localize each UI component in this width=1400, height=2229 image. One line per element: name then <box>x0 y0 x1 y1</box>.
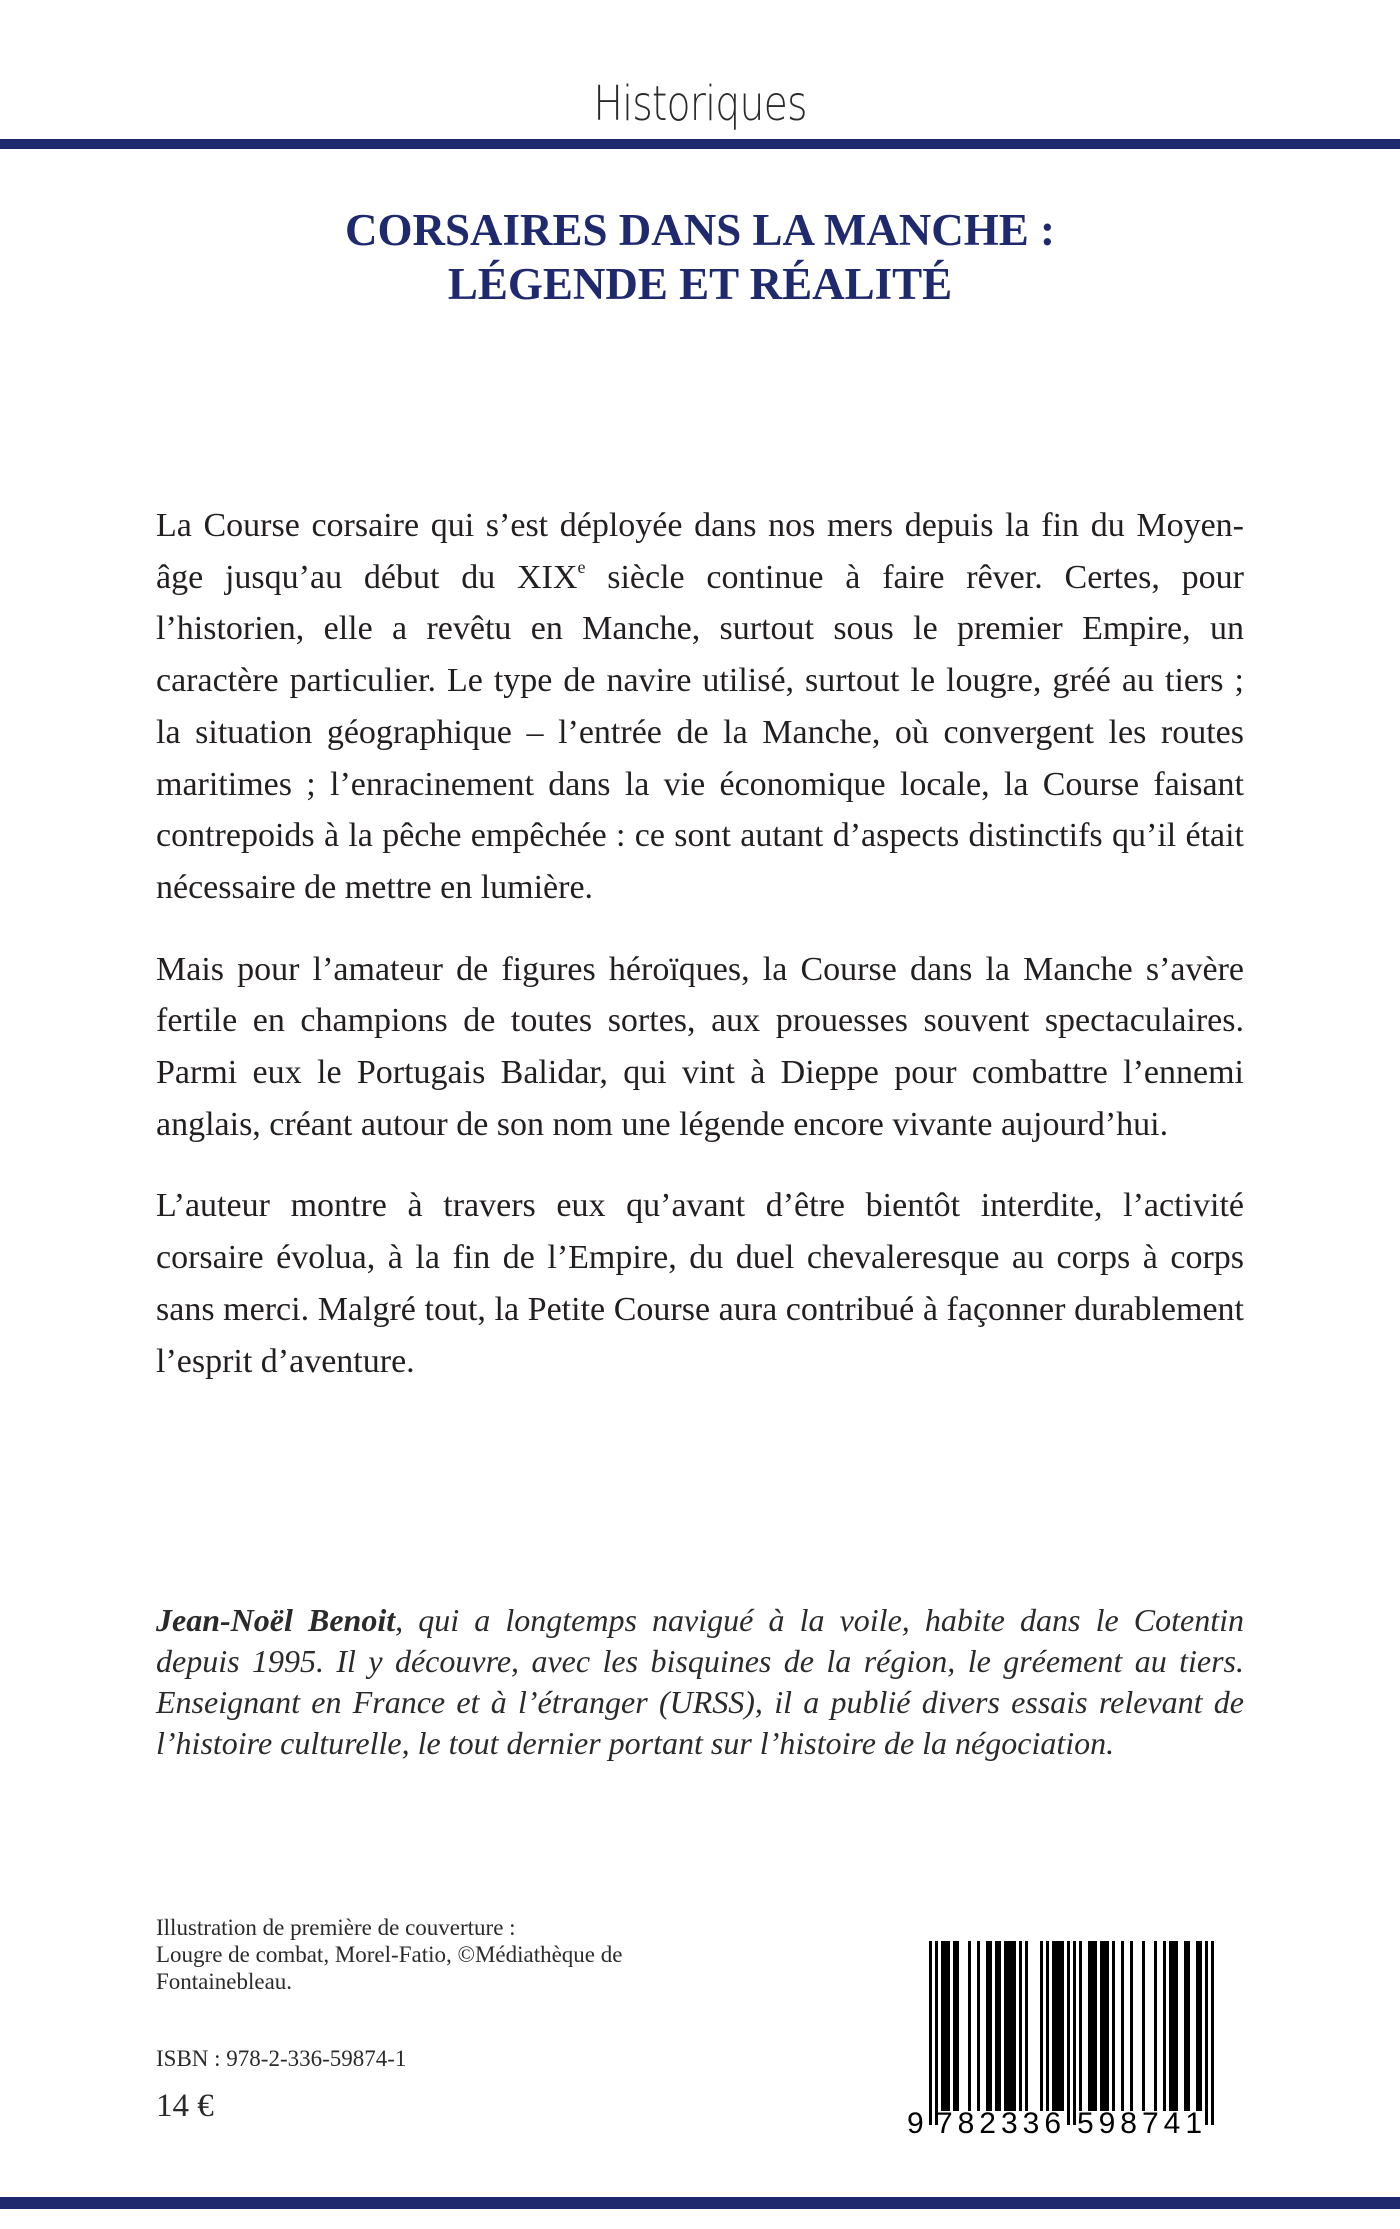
barcode-bar <box>1073 1941 1076 2125</box>
century-superscript: e <box>577 556 586 577</box>
barcode-bar <box>1046 1941 1049 2111</box>
price: 14 € <box>156 2088 214 2124</box>
barcode-bar <box>1079 1941 1082 2111</box>
credit-line-2: Lougre de combat, Morel-Fatio, ©Médiathèque de <box>156 1942 623 1967</box>
barcode-bar <box>1103 1941 1106 2111</box>
barcode-bar <box>1088 1941 1091 2111</box>
barcode-bar <box>1130 1941 1133 2111</box>
barcode-bar <box>995 1941 998 2111</box>
p1-before: La Course corsaire qui s’est déployée dans nos mers depuis la fin du Moyen-âge jusqu’au début du XIX <box>156 507 1244 596</box>
barcode-bar <box>1175 1941 1178 2111</box>
author-bio-text: , qui a longtemps navigué à la voile, habite dans le Cotentin depuis 1995. Il y découvre, avec les bisquines de la région, le gréement au tiers. Enseignant en France et à l’étranger (URSS), il a publié divers essais relevant de l’histoire culturelle, le tout dernier portant sur l’histoire de la négociation. <box>156 1602 1245 1761</box>
bottom-rule <box>0 2197 1400 2209</box>
barcode-bar <box>1205 1941 1208 2125</box>
barcode-bar <box>1055 1941 1058 2111</box>
barcode-bar <box>1172 1941 1175 2111</box>
barcode-bar <box>989 1941 992 2111</box>
title-line-2: LÉGENDE ET RÉALITÉ <box>447 259 953 309</box>
barcode-bar <box>986 1941 989 2111</box>
barcode-bar <box>1067 1941 1070 2125</box>
illustration-credit <box>156 1914 776 1995</box>
barcode-bar <box>1061 1941 1064 2111</box>
blurb-paragraph-1 <box>156 500 1244 914</box>
barcode-bar <box>1184 1941 1187 2111</box>
barcode-bar <box>1025 1941 1028 2111</box>
barcode-bar <box>1004 1941 1007 2111</box>
author-bio <box>156 1600 1244 1764</box>
p1-after: siècle continue à faire rêver. Certes, pour l’historien, elle a revêtu en Manche, surtout sous le premier Empire, un caractère particulier. Le type de navire utilisé, surtout le lougre, gréé au tiers ; la situation géographique – l’entrée de la Manche, où convergent les routes maritimes ; l’enracinement dans la vie économique locale, la Course faisant contrepoids à la pêche empêchée : ce sont autant d’aspects distinctifs qu’il était nécessaire de mettre en lumière. <box>156 558 1244 906</box>
barcode-bar <box>977 1941 980 2111</box>
barcode <box>905 1925 1235 2145</box>
barcode-bar <box>1091 1941 1094 2111</box>
barcode-bar <box>1040 1941 1043 2111</box>
barcode-bar <box>929 1941 932 2125</box>
barcode-digit-first: 9 <box>907 2107 929 2140</box>
blurb-paragraph-3: L’auteur montre à travers eux qu’avant d’être bientôt interdite, l’activité corsaire évolua, à la fin de l’Empire, du duel chevaleresque au corps à corps sans merci. Malgré tout, la Petite Course aura contribué à façonner durablement l’esprit d’aventure. <box>156 1187 1244 1380</box>
barcode-bar <box>1019 1941 1022 2111</box>
barcode-bar <box>1163 1941 1166 2111</box>
book-title <box>0 203 1400 311</box>
barcode-bar <box>944 1941 947 2111</box>
barcode-bar <box>1121 1941 1124 2111</box>
blurb <box>156 500 1244 1417</box>
barcode-bar <box>1013 1941 1016 2111</box>
barcode-bar <box>1199 1941 1202 2111</box>
barcode-digits-right: 598741 <box>1076 2107 1208 2140</box>
barcode-bar <box>998 1941 1001 2111</box>
barcode-bar <box>1106 1941 1109 2111</box>
author-name: Jean-Noël Benoit <box>156 1602 396 1638</box>
barcode-bar <box>1187 1941 1190 2111</box>
series-name: Historiques <box>593 76 807 132</box>
barcode-bar <box>941 1941 944 2111</box>
title-line-1: CORSAIRES DANS LA MANCHE : <box>344 205 1056 255</box>
credit-line-1: Illustration de première de couverture : <box>156 1915 516 1940</box>
barcode-bar <box>947 1941 950 2111</box>
barcode-bar <box>1094 1941 1097 2111</box>
barcode-bar <box>1211 1941 1214 2125</box>
barcode-bar <box>1007 1941 1010 2111</box>
barcode-bar <box>1058 1941 1061 2111</box>
barcode-graphic <box>905 1925 1235 2145</box>
barcode-bar <box>935 1941 938 2125</box>
barcode-bar <box>953 1941 956 2111</box>
barcode-bar <box>1169 1941 1172 2111</box>
credit-line-3: Fontainebleau. <box>156 1969 293 1994</box>
top-rule <box>0 139 1400 149</box>
barcode-bar <box>1196 1941 1199 2111</box>
barcode-bar <box>1052 1941 1055 2111</box>
barcode-bar <box>1112 1941 1115 2111</box>
barcode-bar <box>956 1941 959 2111</box>
barcode-bar <box>968 1941 971 2111</box>
isbn: ISBN : 978-2-336-59874-1 <box>156 2046 407 2071</box>
barcode-bar <box>1010 1941 1013 2111</box>
blurb-paragraph-2: Mais pour l’amateur de figures héroïques, la Course dans la Manche s’avère fertile en champions de toutes sortes, aux prouesses souvent spectaculaires. Parmi eux le Portugais Balidar, qui vint à Dieppe pour combattre l’ennemi anglais, créant autour de son nom une légende encore vivante aujourd’hui. <box>156 950 1244 1143</box>
barcode-digits-left: 782336 <box>935 2107 1067 2140</box>
barcode-bar <box>1154 1941 1157 2111</box>
barcode-bar <box>1100 1941 1103 2111</box>
barcode-bar <box>1142 1941 1145 2111</box>
